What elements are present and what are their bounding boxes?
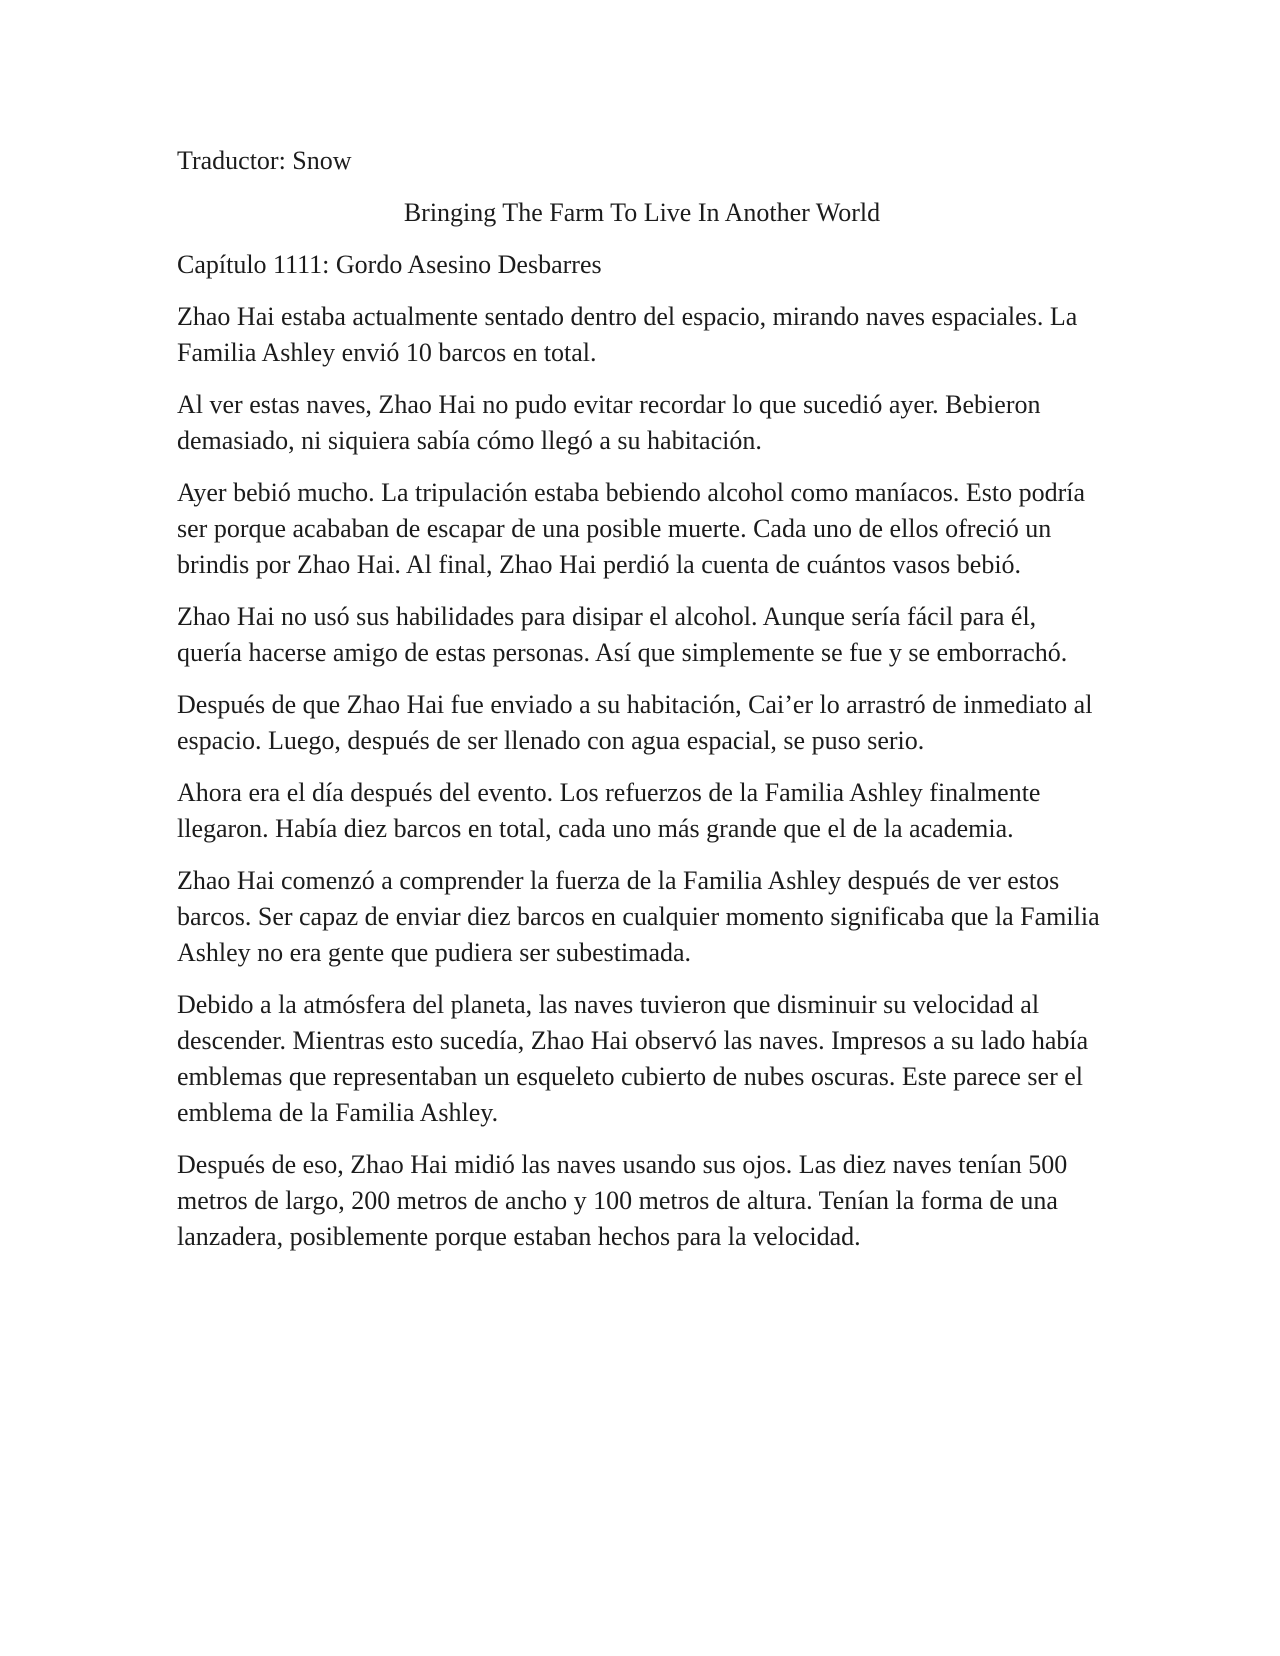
- paragraph: Después de que Zhao Hai fue enviado a su habitación, Cai’er lo arrastró de inmediato al espacio. Luego, después de ser llenado con agua espacial, se puso serio.: [177, 690, 1093, 755]
- paragraph: Debido a la atmósfera del planeta, las naves tuvieron que disminuir su velocidad al descender. Mientras esto sucedía, Zhao Hai observó las naves. Impresos a su lado había emblemas que representaban un esqueleto cubierto de nubes oscuras. Este parece ser el emblema de la Familia Ashley.: [177, 990, 1089, 1127]
- paragraph: Zhao Hai comenzó a comprender la fuerza de la Familia Ashley después de ver estos barcos. Ser capaz de enviar diez barcos en cualquier momento significaba que la Familia Ashley no era gente que pudiera ser subestimada.: [177, 866, 1100, 967]
- document-body: [177, 143, 1107, 1271]
- paragraph: Ayer bebió mucho. La tripulación estaba bebiendo alcohol como maníacos. Esto podría ser porque acababan de escapar de una posible muerte. Cada uno de ellos ofreció un brindis por Zhao Hai. Al final, Zhao Hai perdió la cuenta de cuántos vasos bebió.: [177, 478, 1086, 579]
- translator-credit: Traductor: Snow: [177, 146, 352, 175]
- paragraph: Zhao Hai no usó sus habilidades para disipar el alcohol. Aunque sería fácil para él, quería hacerse amigo de estas personas. Así que simplemente se fue y se emborrachó.: [177, 602, 1068, 667]
- paragraph: Zhao Hai estaba actualmente sentado dentro del espacio, mirando naves espaciales. La Familia Ashley envió 10 barcos en total.: [177, 302, 1078, 367]
- novel-title: Bringing The Farm To Live In Another World: [403, 198, 881, 227]
- paragraph: Ahora era el día después del evento. Los refuerzos de la Familia Ashley finalmente llegaron. Había diez barcos en total, cada uno más grande que el de la academia.: [177, 778, 1041, 843]
- paragraph: Al ver estas naves, Zhao Hai no pudo evitar recordar lo que sucedió ayer. Bebieron demasiado, ni siquiera sabía cómo llegó a su habitación.: [177, 390, 1041, 455]
- chapter-heading: Capítulo 1111: Gordo Asesino Desbarres: [177, 250, 602, 279]
- paragraph: Después de eso, Zhao Hai midió las naves usando sus ojos. Las diez naves tenían 500 metros de largo, 200 metros de ancho y 100 metros de altura. Tenían la forma de una lanzadera, posiblemente porque estaban hechos para la velocidad.: [177, 1150, 1068, 1251]
